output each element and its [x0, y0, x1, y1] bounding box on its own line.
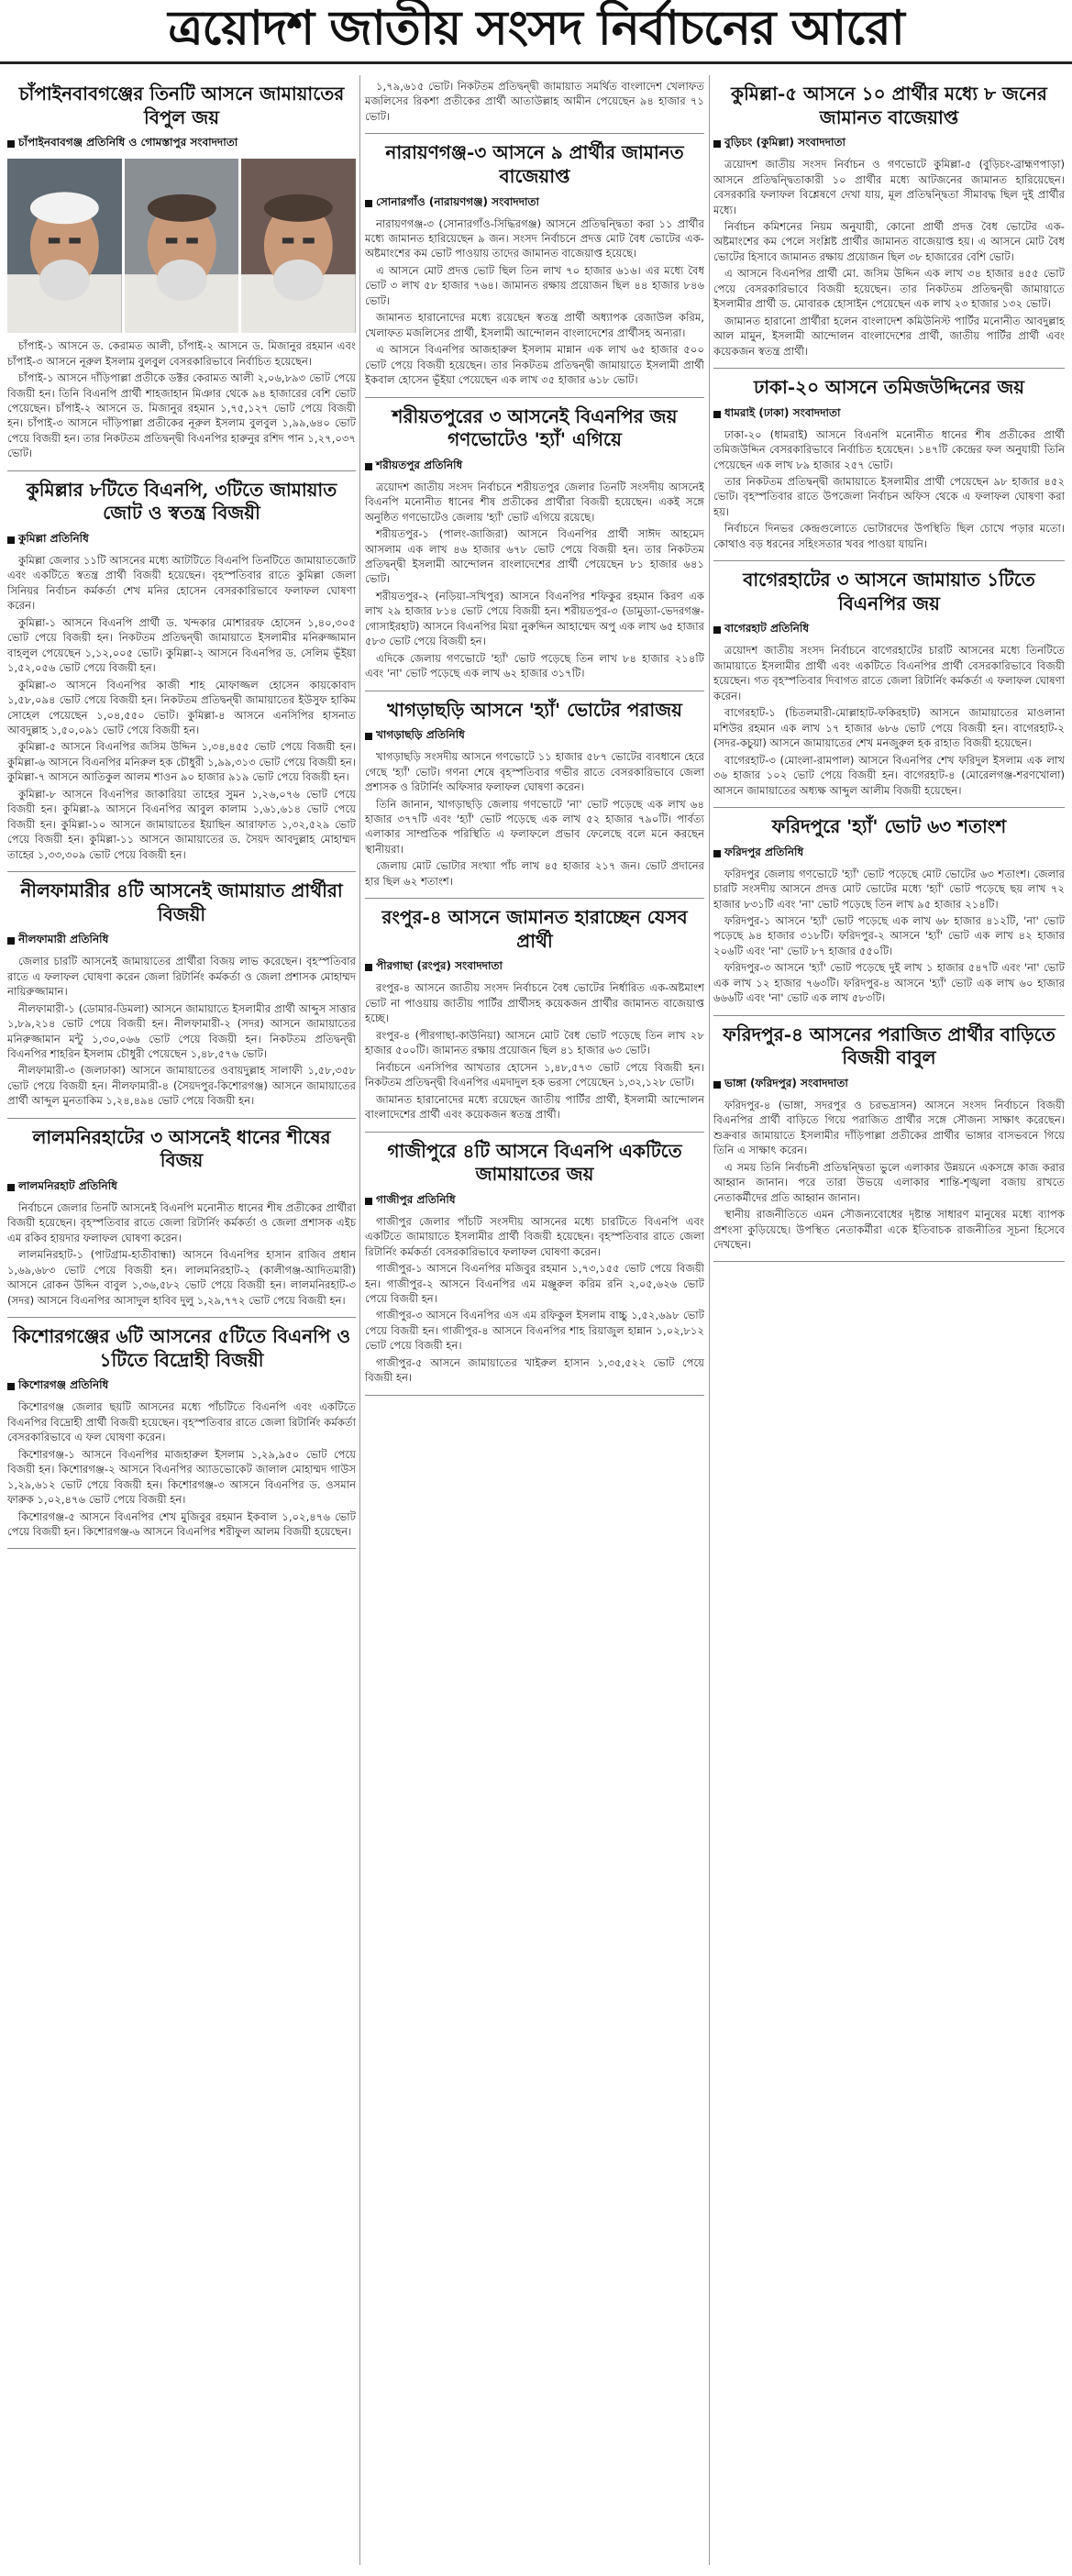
article-paragraph: এ সময় তিনি নির্বাচনী প্রতিদ্বন্দ্বিতা ভুলে এলাকার উন্নয়নে একসঙ্গে কাজ করার আহ্বান জানান। পরে তারা উভয়ে এলাকার শান্তি-শৃঙ্খলা বজায় রাখতে নেতাকর্মীদের প্রতি আহ্বান জানান। [713, 1160, 1065, 1204]
article-paragraph: ত্রয়োদশ জাতীয় সংসদ নির্বাচনে বাগেরহাটের চারটি আসনের মধ্যে তিনটিতে জামায়াতে ইসলামীর প্রার্থী এবং একটিতে বিএনপির প্রার্থী বেসরকারিভাবে বিজয়ী হয়েছেন। গত বৃহস্পতিবার দিবাগত রাতে জেলা রিটার্নিং কর্মকর্তা এ ফলাফল ঘোষণা করেন। [713, 644, 1065, 702]
article-paragraph: ১,৭৯,৬১৫ ভোট। নিকটতম প্রতিদ্বন্দ্বী জামায়াত সমর্থিত বাংলাদেশ খেলাফত মজলিসের রিকশা প্রতীকের প্রার্থী আতাউল্লাহ আমীন পেয়েছেন ৯৪ হাজার ৭১ ভোট। [365, 80, 704, 123]
news-article [365, 899, 704, 1132]
article-byline [365, 458, 704, 476]
article-byline [7, 1178, 356, 1197]
article-byline [713, 845, 1065, 863]
article-headline: খাগড়াছড়ি আসনে 'হ্যাঁ' ভোটের পরাজয় [387, 698, 682, 721]
article-byline [7, 135, 356, 153]
article-paragraph: রংপুর-৪ আসনে জাতীয় সংসদ নির্বাচনে বৈধ ভোটের নির্ধারিত এক-অষ্টমাংশ ভোট না পাওয়ায় জাতীয় পার্টির প্রার্থীসহ কয়েকজন প্রার্থীর জামানত বাজেয়াপ্ত হচ্ছে। [365, 981, 704, 1025]
news-article [713, 1016, 1065, 1263]
article-paragraph: নীলফামারী-১ (ডোমার-ডিমলা) আসনে জামায়াতে ইসলামীর প্রার্থী আব্দুস সাত্তার ১,৮৯,২১৪ ভোট পেয়ে বিজয়ী হন। নীলফামারী-২ (সদর) আসনে জামায়াতের মনিরুজ্জামান মন্টু ১,৩০,০৬৬ ভোট পেয়ে বিজয়ী হন। নিকটতম প্রতিদ্বন্দ্বী বিএনপির শাহরিন ইসলাম চৌধুরী পেয়েছেন ১,৪৮,৫৭৬ ভোট। [7, 1001, 356, 1060]
article-paragraph: এদিকে জেলায় গণভোটে 'হ্যাঁ' ভোট পড়েছে তিন লাখ ৮৪ হাজার ২১৪টি এবং 'না' ভোট পড়েছে এক লাখ ৬২ হাজার ৩১৭টি। [365, 651, 704, 680]
bullet-square-icon [7, 1383, 15, 1390]
candidate-portrait [125, 159, 239, 333]
bullet-square-icon [7, 1184, 15, 1191]
byline-text: কুমিল্লা প্রতিনিধি [18, 532, 89, 545]
article-paragraph: ফরিদপুর-১ আসনে 'হ্যাঁ' ভোট পড়েছে এক লাখ ৬৮ হাজার ৪১২টি, 'না' ভোট পড়েছে ৯৪ হাজার ৩১৮টি। ফরিদপুর-২ আসনে 'হ্যাঁ' ভোট এক লাখ ৪২ হাজার ২০৬টি এবং 'না' ভোট ৮৭ হাজার ৫৫০টি। [713, 913, 1065, 957]
news-article [713, 369, 1065, 561]
article-headline: নীলফামারীর ৪টি আসনেই জামায়াত প্রার্থীরা বিজয়ী [20, 879, 343, 925]
byline-text: ধামরাই (ঢাকা) সংবাদদাতা [724, 405, 841, 419]
news-article [365, 75, 704, 134]
article-byline [365, 194, 704, 213]
candidate-portrait [241, 159, 356, 333]
byline-text: গাজীপুর প্রতিনিধি [376, 1192, 456, 1206]
article-paragraph: গাজীপুর-৫ আসনে জামায়াতের খাইরুল হাসান ১,৩৫,৫২২ ভোট পেয়ে বিজয়ী হন। [365, 1355, 704, 1385]
news-article [713, 561, 1065, 808]
article-paragraph: নীলফামারী-৩ (জলঢাকা) আসনে জামায়াতের ওবায়দুল্লাহ সালাফী ১,৫৮,৩৫৮ ভোট পেয়ে বিজয়ী হন। নীলফামারী-৪ (সৈয়দপুর-কিশোরগঞ্জ) আসনে জামায়াতের প্রার্থী আব্দুল মুনতাকিম ১,২৪,৪৯৪ ভোট পেয়ে বিজয়ী হন। [7, 1064, 356, 1108]
news-article [365, 398, 704, 691]
article-headline: লালমনিরহাটের ৩ আসনেই ধানের শীষের বিজয় [32, 1125, 331, 1172]
article-byline [7, 1377, 356, 1396]
bullet-square-icon [365, 964, 372, 971]
article-paragraph: কুমিল্লা-৮ আসনে বিএনপির জাকারিয়া তাহের সুমন ১,২৬,০৭৬ ভোট পেয়ে বিজয়ী হন। কুমিল্লা-৯ আসনে বিএনপির আবুল কালাম ১,৬১,৬১৪ ভোট পেয়ে বিজয়ী হন। কুমিল্লা-১০ আসনে জামায়াতের ইয়াছিন আরাফাত ১,৩২,৫২৯ ভোট পেয়ে বিজয়ী হন। কুমিল্লা-১১ আসনে জামায়াতের ড. সৈয়দ আবদুল্লাহ মোহাম্মদ তাহের ১,৩৩,৩০৯ ভোট পেয়ে বিজয়ী হন। [7, 787, 356, 861]
byline-text: শরীয়তপুর প্রতিনিধি [376, 458, 463, 471]
candidate-photos [7, 159, 356, 333]
column-divider [359, 75, 360, 2565]
byline-text: বাগেরহাট প্রতিনিধি [724, 622, 810, 636]
page-banner-title: ত্রয়োদশ জাতীয় সংসদ নির্বাচনের আরো [0, 0, 1072, 64]
article-paragraph: খাগড়াছড়ি সংসদীয় আসনে গণভোটে ১১ হাজার ৫৮৭ ভোটের ব্যবধানে হেরে গেছে 'হ্যাঁ' ভোট। গণনা শেষে বৃহস্পতিবার গভীর রাতে বেসরকারিভাবে জেলা প্রশাসক ও রিটার্নিং অফিসার ফলাফল ঘোষণা করেন। [365, 750, 704, 794]
bullet-square-icon [7, 140, 15, 148]
news-article [365, 134, 704, 397]
article-headline: বাগেরহাটের ৩ আসনে জামায়াত ১টিতে বিএনপির জয় [743, 569, 1035, 614]
news-article [7, 1119, 356, 1318]
news-article [365, 1133, 704, 1396]
article-paragraph: নির্বাচনে এনসিপির আখতার হোসেন ১,৪৮,৫৭৩ ভোট পেয়ে বিজয়ী হন। নিকটতম প্রতিদ্বন্দ্বী বিএনপির এমদাদুল হক ভরসা পেয়েছেন ১,৩২,১২৮ ভোট। [365, 1060, 704, 1089]
article-paragraph: রংপুর-৪ (পীরগাছা-কাউনিয়া) আসনে মোট বৈধ ভোট পড়েছে তিন লাখ ২৮ হাজার ৫০০টি। জামানত রক্ষায় প্রয়োজন ছিল ৪১ হাজার ৬৩ ভোট। [365, 1028, 704, 1057]
bullet-square-icon [365, 463, 372, 470]
article-paragraph: শরীয়তপুর-১ (পালং-জাজিরা) আসনে বিএনপির প্রার্থী সাঈদ আহমেদ আসলাম এক লাখ ৪৬ হাজার ৬৭৮ ভোট পেয়ে বিজয়ী হন। তার নিকটতম প্রতিদ্বন্দ্বী ইসলামী আন্দোলন বাংলাদেশের প্রার্থী পেয়েছেন ৮১ হাজার ৬৪১ ভোট। [365, 527, 704, 586]
byline-text: লালমনিরহাট প্রতিনিধি [18, 1178, 117, 1192]
byline-text: সোনারগাঁও (নারায়ণগঞ্জ) সংবাদদাতা [376, 194, 540, 208]
article-paragraph: কুমিল্লা-৫ আসনে বিএনপির জসিম উদ্দিন ১,৩৪,৪৫৫ ভোট পেয়ে বিজয়ী হন। কুমিল্লা-৬ আসনে বিএনপির মনিরুল হক চৌধুরী ১,৯৯,৩১৩ ভোট পেয়ে বিজয়ী হন। কুমিল্লা-৭ আসনে আতিকুল আলম শাওন ৯০ হাজার ৯১৯ ভোট পেয়ে বিজয়ী হন। [7, 740, 356, 784]
column-middle [365, 75, 704, 2565]
article-byline [713, 405, 1065, 424]
byline-text: ফরিদপুর প্রতিনিধি [724, 845, 804, 858]
bullet-square-icon [713, 411, 721, 418]
candidate-portrait [7, 159, 122, 333]
bullet-square-icon [713, 140, 721, 148]
article-paragraph: ত্রয়োদশ জাতীয় সংসদ নির্বাচন ও গণভোটে কুমিল্লা-৫ (বুড়িচং-ব্রাহ্মণপাড়া) আসনে প্রতিদ্বন্দ্বিতাকারী ১০ প্রার্থীর মধ্যে আটজনের জামানত হারিয়েছেন। বেসরকারি ফলাফল বিশ্লেষণে দেখা যায়, মূল প্রতিদ্বন্দ্বিতা সীমাবদ্ধ ছিল দুই প্রার্থীর মধ্যে। [713, 158, 1065, 216]
article-paragraph: গাজীপুর-১ আসনে বিএনপির মজিবুর রহমান ১,৭৩,১৫৫ ভোট পেয়ে বিজয়ী হন। গাজীপুর-২ আসনে বিএনপির এম মঞ্জুরুল করিম রনি ২,০৫,৬২৬ ভোট পেয়ে বিজয়ী হন। [365, 1262, 704, 1305]
column-divider [709, 75, 710, 2565]
article-byline [713, 135, 1065, 153]
article-paragraph: এ আসনে বিএনপির আজহারুল ইসলাম মান্নান এক লাখ ৬৫ হাজার ৫০০ ভোট পেয়ে বিজয়ী হয়েছেন। তার নিকটতম প্রতিদ্বন্দ্বী জামায়াতে ইসলামী প্রার্থী ইকবাল হোসেন ভূঁইয়া পেয়েছেন এক লাখ ৩৫ হাজার ৬১৮ ভোট। [365, 343, 704, 387]
article-paragraph: গাজীপুর-৩ আসনে বিএনপির এস এম রফিকুল ইসলাম বাচ্চু ১,৫২,৬৯৮ ভোট পেয়ে বিজয়ী হন। গাজীপুর-৪ আসনে বিএনপির শাহ রিয়াজুল হান্নান ১,০২,৮১২ ভোট পেয়ে বিজয়ী হন। [365, 1309, 704, 1353]
article-paragraph: তার নিকটতম প্রতিদ্বন্দ্বী জামায়াতে ইসলামীর প্রার্থী পেয়েছেন ৯৮ হাজার ৪৫২ ভোট। বৃহস্পতিবার রাতে উপজেলা নির্বাচন অফিস থেকে এ ফলাফল ঘোষণা করা হয়। [713, 475, 1065, 518]
article-headline: ফরিদপুরে 'হ্যাঁ' ভোট ৬৩ শতাংশ [771, 815, 1007, 838]
news-article [7, 75, 356, 471]
article-paragraph: নির্বাচন কমিশনের নিয়ম অনুযায়ী, কোনো প্রার্থী প্রদত্ত বৈধ ভোটের এক-অষ্টমাংশের কম পেলে সংশ্লিষ্ট প্রার্থীর জামানত বাজেয়াপ্ত হয়। এ আসনে মোট বৈধ ভোটের হিসাবে জামানত রক্ষায় প্রয়োজন ছিল ৩৮ হাজারের বেশি ভোট। [713, 220, 1065, 263]
article-headline: রংপুর-৪ আসনে জামানত হারাচ্ছেন যেসব প্রার্থী [381, 906, 688, 952]
news-article [7, 1318, 356, 1549]
article-paragraph: ত্রয়োদশ জাতীয় সংসদ নির্বাচনে শরীয়তপুর জেলার তিনটি সংসদীয় আসনেই বিএনপি মনোনীত ধানের শীষ প্রতীকের প্রার্থীরা বিজয়ী হয়েছেন। একই সঙ্গে অনুষ্ঠিত গণভোটেও জেলায় 'হ্যাঁ' ভোট এগিয়ে রয়েছে। [365, 480, 704, 524]
article-byline [365, 727, 704, 746]
article-headline: কিশোরগঞ্জের ৬টি আসনের ৫টিতে বিএনপি ও ১টিতে বিদ্রোহী বিজয়ী [12, 1325, 351, 1371]
bullet-square-icon [713, 626, 721, 634]
article-paragraph: ফরিদপুর-৪ (ভাঙ্গা, সদরপুর ও চরভদ্রাসন) আসনে সংসদ নির্বাচনে বিজয়ী বিএনপির প্রার্থী বাড়িতে গিয়ে পরাজিত প্রার্থীর সঙ্গে সৌজন্য সাক্ষাৎ করেছেন। শুক্রবার জামায়াতে ইসলামীর দাঁড়িপাল্লা প্রতীকের প্রার্থীর ভাঙ্গার বাসভবনে গিয়ে তিনি এ সাক্ষাৎ করেন। [713, 1098, 1065, 1157]
article-paragraph: তিনি জানান, খাগড়াছড়ি জেলায় গণভোটে 'না' ভোট পড়েছে এক লাখ ৬৪ হাজার ৩৭৭টি এবং 'হ্যাঁ' ভোট পড়েছে এক লাখ ৫২ হাজার ৭৯০টি। পার্বত্য এলাকার সাম্প্রতিক পরিস্থিতি এ ফলাফলে প্রভাব ফেলেছে বলে মনে করছেন স্থানীয়রা। [365, 797, 704, 856]
article-byline [7, 531, 356, 549]
article-paragraph: জেলায় মোট ভোটার সংখ্যা পাঁচ লাখ ৪৫ হাজার ২১৭ জন। ভোট প্রদানের হার ছিল ৬২ শতাংশ। [365, 859, 704, 888]
article-paragraph: ঢাকা-২০ (ধামরাই) আসনে বিএনপি মনোনীত ধানের শীষ প্রতীকের প্রার্থী তমিজউদ্দিন বেসরকারিভাবে নির্বাচিত হয়েছেন। ১৪৭টি কেন্দ্রের ফল অনুযায়ী তিনি পেয়েছেন এক লাখ ৮৯ হাজার ২৫৭ ভোট। [713, 427, 1065, 471]
byline-text: কিশোরগঞ্জ প্রতিনিধি [18, 1378, 109, 1392]
article-byline [713, 1076, 1065, 1094]
bullet-square-icon [713, 850, 721, 857]
article-paragraph: কিশোরগঞ্জ-৫ আসনে বিএনপির শেখ মুজিবুর রহমান ইকবাল ১,০২,৪৭৬ ভোট পেয়ে বিজয়ী হন। কিশোরগঞ্জ-৬ আসনে বিএনপির শরীফুল আলম বিজয়ী হয়েছেন। [7, 1509, 356, 1538]
article-byline [713, 621, 1065, 639]
column-right [713, 75, 1065, 2565]
article-headline: কুমিল্লার ৮টিতে বিএনপি, ৩টিতে জামায়াত জোট ও স্বতন্ত্র বিজয়ী [26, 478, 337, 525]
news-article [713, 808, 1065, 1016]
article-headline: চাঁপাইনবাবগঞ্জের তিনটি আসনে জামায়াতের বিপুল জয় [18, 83, 345, 128]
byline-text: খাগড়াছড়ি প্রতিনিধি [376, 728, 465, 742]
article-paragraph: স্থানীয় রাজনীতিতে এমন সৌজন্যবোধের দৃষ্টান্ত সাধারণ মানুষের মধ্যে ব্যাপক প্রশংসা কুড়িয়েছে। উপস্থিত নেতাকর্মীরা একে ইতিবাচক রাজনীতির সূচনা হিসেবে দেখছেন। [713, 1208, 1065, 1251]
article-paragraph: জেলার চারটি আসনেই জামায়াতের প্রার্থীরা বিজয় লাভ করেছেন। বৃহস্পতিবার রাতে এ ফলাফল ঘোষণা করেন জেলা রিটার্নিং কর্মকর্তা ও জেলা প্রশাসক মোহাম্মদ নায়িরুজ্জামান। [7, 955, 356, 999]
article-paragraph: চাঁপাই-১ আসনে ড. কেরামত আলী, চাঁপাই-২ আসনে ড. মিজানুর রহমান এবং চাঁপাই-৩ আসনে নূরুল ইসলাম বুলবুল বেসরকারিভাবে নির্বাচিত হয়েছেন। [7, 339, 356, 368]
byline-text: নীলফামারী প্রতিনিধি [18, 933, 109, 946]
article-paragraph: কিশোরগঞ্জ-১ আসনে বিএনপির মাজহারুল ইসলাম ১,২৯,৯৫০ ভোট পেয়ে বিজয়ী হন। কিশোরগঞ্জ-২ আসনে বিএনপির অ্যাডভোকেট জালাল মোহাম্মদ গাউস ১,২৯,৬১২ ভোট পেয়ে বিজয়ী হন। কিশোরগঞ্জ-৩ আসনে বিএনপির ড. ওসমান ফারুক ১,০২,৪৭৬ ভোট পেয়ে বিজয়ী হন। [7, 1447, 356, 1507]
bullet-square-icon [365, 200, 372, 207]
article-paragraph: নারায়ণগঞ্জ-৩ (সোনারগাঁও-সিদ্ধিরগঞ্জ) আসনে প্রতিদ্বন্দ্বিতা করা ১১ প্রার্থীর মধ্যে জামানত হারিয়েছেন ৯ জন। সংসদ নির্বাচনে প্রদত্ত মোট বৈধ ভোটের এক-অষ্টমাংশের কম ভোট পাওয়ায় তাদের জামানত বাজেয়াপ্ত হয়েছে। [365, 216, 704, 260]
article-paragraph: কুমিল্লা-১ আসনে বিএনপি প্রার্থী ড. খন্দকার মোশাররফ হোসেন ১,৪০,৩০৫ ভোট পেয়ে বিজয়ী হন। নিকটতম প্রতিদ্বন্দ্বী জামায়াতে ইসলামীর মনিরুজ্জামান বাহলুল পেয়েছেন ১,১২,০০৫ ভোট। কুমিল্লা-২ আসনে বিএনপির ড. সেলিম ভূঁইয়া ১,৫২,০৫৬ ভোট পেয়ে বিজয়ী হন। [7, 615, 356, 675]
bullet-square-icon [365, 733, 372, 740]
article-paragraph: শরীয়তপুর-২ (নড়িয়া-সখিপুর) আসনে বিএনপির শফিকুর রহমান কিরণ এক লাখ ২৯ হাজার ৮১৪ ভোট পেয়ে বিজয়ী হন। শরীয়তপুর-৩ (ডামুড্যা-ভেদরগঞ্জ-গোসাইরহাট) আসনে বিএনপির মিয়া নুরুদ্দিন আহাম্মেদ অপু এক লাখ ৬৫ হাজার ৫৮৩ ভোট পেয়ে বিজয়ী হন। [365, 589, 704, 648]
article-byline [365, 958, 704, 977]
article-paragraph: এ আসনে বিএনপির প্রার্থী মো. জসিম উদ্দিন এক লাখ ৩৪ হাজার ৪৫৫ ভোট পেয়ে বেসরকারিভাবে বিজয়ী হয়েছেন। তার নিকটতম প্রতিদ্বন্দ্বী জামায়াতে ইসলামীর প্রার্থী ড. মোবারক হোসাইন পেয়েছেন এক লাখ ২৩ হাজার ১৩২ ভোট। [713, 267, 1065, 311]
article-byline [7, 932, 356, 950]
bullet-square-icon [7, 536, 15, 544]
article-paragraph: লালমনিরহাট-১ (পাটগ্রাম-হাতীবান্ধা) আসনে বিএনপির হাসান রাজিব প্রধান ১,৬৯,৬৮৩ ভোট পেয়ে বিজয়ী হন। লালমনিরহাট-২ (কালীগঞ্জ-আদিতমারী) আসনে রোকন উদ্দিন বাবুল ১,৩৬,৫৮২ ভোট পেয়ে বিজয়ী হন। লালমনিরহাট-৩ (সদর) আসনে বিএনপির আসাদুল হাবিব দুলু ১,২৯,৭৭২ ভোট পেয়ে বিজয়ী হন। [7, 1248, 356, 1307]
byline-text: ভাঙ্গা (ফরিদপুর) সংবাদদাতা [724, 1076, 848, 1089]
bullet-square-icon [713, 1081, 721, 1089]
article-headline: ফরিদপুর-৪ আসনের পরাজিত প্রার্থীর বাড়িতে বিজয়ী বাবুল [723, 1023, 1055, 1069]
news-article [7, 471, 356, 872]
article-paragraph: এ আসনে মোট প্রদত্ত ভোট ছিল তিন লাখ ৭০ হাজার ৬১৬। এর মধ্যে বৈধ ভোট ৩ লাখ ৫৮ হাজার ৭৬৪। জামানত রক্ষায় প্রয়োজন ছিল ৪৪ হাজার ৮৪৬ ভোট। [365, 263, 704, 307]
article-paragraph: বাগেরহাট-১ (চিতলমারী-মোল্লাহাট-ফকিরহাট) আসনে জামায়াতের মাওলানা মশিউর রহমান এক লাখ ১৭ হাজার ৬৮৬ ভোট পেয়ে বিজয়ী হন। বাগেরহাট-২ (সদর-কচুয়া) আসনে জামায়াতের শেখ মনজুরুল হক রাহাত বিজয়ী হয়েছেন। [713, 706, 1065, 750]
article-paragraph: কুমিল্লা-৩ আসনে বিএনপির কাজী শাহ মোফাজ্জল হোসেন কায়কোবাদ ১,৫৮,০৯৪ ভোট পেয়ে বিজয়ী হন। নিকটতম প্রতিদ্বন্দ্বী জামায়াতের ইউসুফ হাকিম সোহেল পেয়েছেন ১,০৪,৫৫০ ভোট। কুমিল্লা-৪ আসনে এনসিপির হাসনাত আবদুল্লাহ ১,৫০,০৯১ ভোট পেয়ে বিজয়ী হন। [7, 678, 356, 736]
byline-text: চাঁপাইনবাবগঞ্জ প্রতিনিধি ও গোমস্তাপুর সংবাদদাতা [18, 136, 238, 149]
article-byline [365, 1192, 704, 1211]
article-headline: ঢাকা-২০ আসনে তমিজউদ্দিনের জয় [753, 376, 1025, 399]
article-paragraph: চাঁপাই-১ আসনে দাঁড়িপাল্লা প্রতীকে ডক্টর কেরামত আলী ২,০৬,৮৯৩ ভোট পেয়ে বিজয়ী হন। তিনি বিএনপি প্রার্থী শাহজাহান মিঞার থেকে ৯৪ হাজারের বেশি ভোট পেয়েছেন। চাঁপাই-২ আসনে ড. মিজানুর রহমান ১,৭৫,১২৭ ভোট পেয়ে বিজয়ী হন। চাঁপাই-৩ আসনে দাঁড়িপাল্লা প্রতীকের নূরুল ইসলাম বুলবুল ১,৯৯,৬৪০ ভোট পেয়ে বিজয়ী হন। তার নিকটতম প্রতিদ্বন্দ্বী বিএনপির হারুনুর রশিদ পান ১,২৭,০৩৭ ভোট। [7, 371, 356, 460]
article-paragraph: কিশোরগঞ্জ জেলার ছয়টি আসনের মধ্যে পাঁচটিতে বিএনপি এবং একটিতে বিএনপির বিদ্রোহী প্রার্থী বিজয়ী হয়েছেন। বৃহস্পতিবার রাতে জেলা রিটার্নিং কর্মকর্তা বেসরকারিভাবে এ ফল ঘোষণা করেন। [7, 1400, 356, 1444]
byline-text: পীরগাছা (রংপুর) সংবাদদাতা [376, 959, 503, 973]
article-paragraph: ফরিদপুর-৩ আসনে 'হ্যাঁ' ভোট পড়েছে দুই লাখ ১ হাজার ৫৪৭টি এবং 'না' ভোট এক লাখ ১২ হাজার ৭৬৩টি। ফরিদপুর-৪ আসনে 'হ্যাঁ' ভোট এক লাখ ৬০ হাজার ৬৬৬টি এবং 'না' ভোট এক লাখ ৫৮৩টি। [713, 961, 1065, 1005]
article-paragraph: জামানত হারানোদের মধ্যে রয়েছেন জাতীয় পার্টির প্রার্থী, ইসলামী আন্দোলন বাংলাদেশের প্রার্থী এবং কয়েকজন স্বতন্ত্র প্রার্থী। [365, 1092, 704, 1122]
article-paragraph: ফরিদপুর জেলায় গণভোটে 'হ্যাঁ' ভোট পড়েছে মোট ভোটের ৬৩ শতাংশ। জেলার চারটি সংসদীয় আসনে প্রদত্ত মোট ভোটের মধ্যে 'হ্যাঁ' ভোট পড়েছে ছয় লাখ ৭২ হাজার ৮৩১টি এবং 'না' ভোট পড়েছে তিন লাখ ৯৫ হাজার ২১৪টি। [713, 867, 1065, 911]
article-paragraph: নির্বাচনে দিনভর কেন্দ্রগুলোতে ভোটারদের উপস্থিতি ছিল চোখে পড়ার মতো। কোথাও বড় ধরনের সহিংসতার খবর পাওয়া যায়নি। [713, 522, 1065, 550]
news-article [365, 691, 704, 900]
article-headline: গাজীপুরে ৪টি আসনে বিএনপি একটিতে জামায়াতের জয় [387, 1139, 682, 1186]
article-paragraph: জামানত হারানোদের মধ্যে রয়েছেন স্বতন্ত্র প্রার্থী অধ্যাপক রেজাউল করিম, খেলাফত মজলিসের প্রার্থী, ইসলামী আন্দোলন বাংলাদেশের প্রার্থীসহ অন্যরা। [365, 311, 704, 339]
byline-text: বুড়িচং (কুমিল্লা) সংবাদদাতা [724, 136, 845, 149]
article-paragraph: গাজীপুর জেলার পাঁচটি সংসদীয় আসনের মধ্যে চারটিতে বিএনপি এবং একটিতে জামায়াতে ইসলামীর প্রার্থী বিজয়ী হয়েছেন। বৃহস্পতিবার রাতে জেলা রিটার্নিং কর্মকর্তা বেসরকারিভাবে ফলাফল ঘোষণা করেন। [365, 1214, 704, 1258]
news-article [7, 872, 356, 1119]
article-paragraph: নির্বাচনে জেলার তিনটি আসনেই বিএনপি মনোনীত ধানের শীষ প্রতীকের প্রার্থীরা বিজয়ী হয়েছেন। বৃহস্পতিবার রাতে জেলা রিটার্নিং কর্মকর্তা ও জেলা প্রশাসক এইচ এম রকিব হায়দার ফলাফল ঘোষণা করেন। [7, 1200, 356, 1244]
article-headline: শরীয়তপুরের ৩ আসনেই বিএনপির জয় গণভোটেও 'হ্যাঁ' এগিয়ে [392, 404, 678, 451]
article-paragraph: কুমিল্লা জেলার ১১টি আসনের মধ্যে আটটিতে বিএনপি তিনটিতে জামায়াতজোট এবং একটিতে স্বতন্ত্র প্রার্থী বিজয়ী হয়েছেন। বৃহস্পতিবার রাতে কুমিল্লা জেলা সিনিয়র নির্বাচন কর্মকর্তা শেখ মনির হোসেন বেসরকারিভাবে ফলাফল ঘোষণা করেন। [7, 554, 356, 613]
news-article [713, 75, 1065, 369]
article-headline: নারায়ণগঞ্জ-৩ আসনে ৯ প্রার্থীর জামানত বাজেয়াপ্ত [385, 141, 684, 187]
article-headline: কুমিল্লা-৫ আসনে ১০ প্রার্থীর মধ্যে ৮ জনের জামানত বাজেয়াপ্ত [731, 83, 1047, 128]
column-left [7, 75, 356, 2565]
bullet-square-icon [365, 1198, 372, 1205]
article-paragraph: বাগেরহাট-৩ (মোংলা-রামপাল) আসনে বিএনপির শেখ ফরিদুল ইসলাম এক লাখ ৩৬ হাজার ১০২ ভোট পেয়ে বিজয়ী হন। বাগেরহাট-৪ (মোরেলগঞ্জ-শরণখোলা) আসনে জামায়াতের অধ্যক্ষ আব্দুল আলীম বিজয়ী হয়েছেন। [713, 753, 1065, 797]
article-paragraph: জামানত হারানো প্রার্থীরা হলেন বাংলাদেশ কমিউনিস্ট পার্টির মনোনীত আবদুল্লাহ আল মামুন, ইসলামী আন্দোলন বাংলাদেশের প্রার্থী, জাতীয় পার্টির প্রার্থী এবং কয়েকজন স্বতন্ত্র প্রার্থী। [713, 314, 1065, 358]
bullet-square-icon [7, 937, 15, 945]
